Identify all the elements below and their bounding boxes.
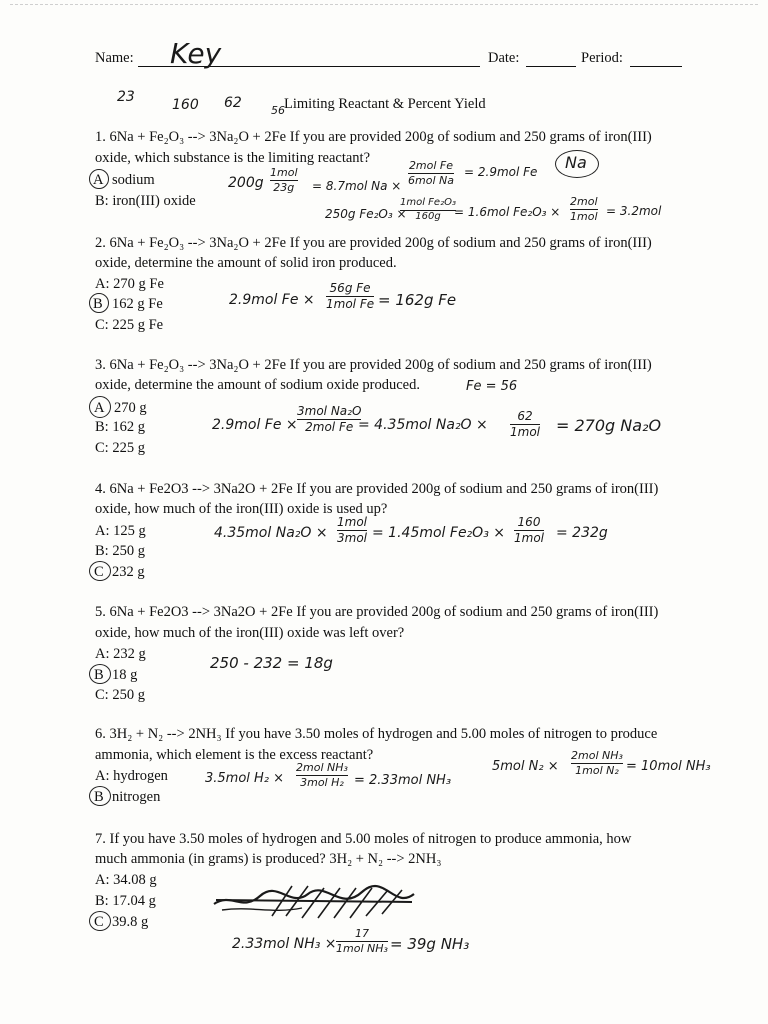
q3-frac-num: 3mol Na₂O — [297, 404, 362, 418]
q3-frac2-num: 62 — [517, 409, 533, 423]
q6-option-letter: B — [94, 789, 104, 805]
q1-frac4-den: 1mol — [570, 209, 598, 223]
q7-work-result: = 39g NH₃ — [390, 935, 470, 953]
q6-work-mol-h2: 3.5mol H₂ × — [205, 771, 285, 786]
q1-text-line2: oxide, which substance is the limiting reactant? — [95, 150, 371, 166]
q1-work-result: = 3.2mol — [606, 204, 662, 218]
q6-text-line1: 6. 3H₂ + N₂ --> 2NH₃ If you have 3.50 moles of hydrogen and 5.00 moles of nitrogen to produce — [95, 726, 658, 742]
q6-option-a: A: hydrogen — [95, 768, 168, 784]
q4-frac2-num: 160 — [517, 515, 541, 529]
scan-edge-line — [10, 4, 758, 5]
q1-option-letter: A — [93, 172, 104, 188]
q1-frac-num: 1mol — [270, 166, 298, 179]
q6-work-mol-n2: 5mol N₂ × — [492, 759, 559, 774]
q4-option-a: A: 125 g — [95, 523, 146, 539]
q1-work-mol-fe2o3: = 1.6mol Fe₂O₃ × — [454, 205, 561, 219]
q7-frac-den: 1mol NH₃ — [336, 941, 388, 955]
q4-work-result: = 232g — [556, 525, 608, 541]
q3-frac2-den: 1mol — [510, 424, 540, 439]
q2-text-line2: oxide, determine the amount of solid iron produced. — [95, 255, 397, 271]
period-underline — [630, 66, 682, 67]
q3-work-mol-fe: 2.9mol Fe × — [212, 417, 298, 433]
q7-option-a: A: 34.08 g — [95, 872, 157, 888]
margin-note-3: 62 — [224, 95, 242, 111]
q2-work-result: = 162g Fe — [378, 291, 457, 309]
q7-option-letter: C — [94, 914, 104, 930]
date-underline — [526, 66, 576, 67]
margin-note-4: 56 — [271, 104, 285, 117]
q4-frac-num: 1mol — [337, 515, 367, 529]
crossed-out-work — [212, 882, 417, 920]
q7-frac-num: 17 — [354, 927, 369, 940]
q2-frac-den: 1mol Fe — [326, 296, 375, 311]
q3-option-b: B: 162 g — [95, 419, 145, 435]
q3-work-note: Fe = 56 — [466, 379, 518, 394]
q3-frac-den: 2mol Fe — [305, 419, 354, 434]
q2-option-c: C: 225 g Fe — [95, 317, 164, 333]
q1-work-line2: 250g Fe₂O₃ × — [325, 207, 407, 221]
q2-option-a: A: 270 g Fe — [95, 276, 164, 292]
q1-work-mol-fe: = 2.9mol Fe — [464, 165, 538, 179]
margin-note-1: 23 — [117, 89, 135, 105]
q5-work-result: 250 - 232 = 18g — [210, 654, 333, 672]
q7-option-b: B: 17.04 g — [95, 893, 156, 909]
q3-work-mol-na2o: = 4.35mol Na₂O × — [358, 417, 488, 433]
q1-option-b: B: iron(III) oxide — [95, 193, 196, 209]
q4-frac-den: 3mol — [337, 530, 367, 545]
q7-text-line1: 7. If you have 3.50 moles of hydrogen and 5.00 moles of nitrogen to produce ammonia, how — [95, 831, 632, 847]
date-label: Date: — [488, 50, 520, 66]
q7-text-line2: much ammonia (in grams) is produced? 3H₂ + N₂ --> 2NH₃ — [95, 851, 442, 867]
q4-option-b: B: 250 g — [95, 543, 145, 559]
q1-frac2-den: 6mol Na — [408, 173, 454, 187]
q6-frac2-den: 1mol N₂ — [575, 763, 619, 777]
q1-work-answer: Na — [565, 153, 587, 172]
q1-frac3-num: 1mol Fe₂O₃ — [400, 197, 456, 208]
q5-option-b: 18 g — [112, 667, 138, 683]
q2-text-line1: 2. 6Na + Fe₂O₃ --> 3Na₂O + 2Fe If you are provided 200g of sodium and 250 grams of iron(III) — [95, 235, 652, 251]
q4-text-line2: oxide, how much of the iron(III) oxide is used up? — [95, 501, 388, 517]
q5-text-line1: 5. 6Na + Fe2O3 --> 3Na2O + 2Fe If you are provided 200g of sodium and 250 grams of iron(III) — [95, 604, 659, 620]
q4-frac2-den: 1mol — [514, 530, 544, 545]
name-label: Name: — [95, 50, 134, 66]
q2-work-mol-fe: 2.9mol Fe × — [229, 292, 315, 308]
q6-frac2-num: 2mol NH₃ — [571, 749, 623, 762]
q1-option-a: sodium — [112, 172, 155, 188]
name-value: Key — [170, 37, 222, 70]
q5-option-a: A: 232 g — [95, 646, 146, 662]
q3-text-line1: 3. 6Na + Fe₂O₃ --> 3Na₂O + 2Fe If you are provided 200g of sodium and 250 grams of iron(III) — [95, 357, 652, 373]
q6-work-result-n2: = 10mol NH₃ — [626, 759, 711, 774]
q5-option-letter: B — [94, 667, 104, 683]
q3-option-letter: A — [94, 400, 105, 416]
q1-frac4-num: 2mol — [570, 195, 598, 208]
q2-option-letter: B — [93, 296, 103, 312]
q1-frac2-num: 2mol Fe — [408, 159, 454, 172]
q2-frac-num: 56g Fe — [329, 281, 371, 295]
q5-text-line2: oxide, how much of the iron(III) oxide was left over? — [95, 625, 405, 641]
q1-text-line1: 1. 6Na + Fe₂O₃ --> 3Na₂O + 2Fe If you are provided 200g of sodium and 250 grams of iron(III) — [95, 129, 652, 145]
q4-text-line1: 4. 6Na + Fe2O3 --> 3Na2O + 2Fe If you are provided 200g of sodium and 250 grams of iron(III) — [95, 481, 659, 497]
q3-text-line2: oxide, determine the amount of sodium oxide produced. — [95, 377, 420, 393]
q4-work-mol-fe2o3: = 1.45mol Fe₂O₃ × — [372, 525, 505, 541]
q6-text-line2: ammonia, which element is the excess reactant? — [95, 747, 374, 763]
q1-work-mol-na: = 8.7mol Na × — [312, 179, 402, 193]
q7-option-c: 39.8 g — [112, 914, 149, 930]
q7-work-mol-nh3: 2.33mol NH₃ × — [232, 936, 337, 952]
q3-work-result: = 270g Na₂O — [556, 416, 662, 435]
q4-work-mol-na2o: 4.35mol Na₂O × — [214, 525, 328, 541]
worksheet-title: Limiting Reactant & Percent Yield — [284, 96, 486, 112]
q1-frac3-den: 160g — [415, 210, 441, 222]
q2-option-b: 162 g Fe — [112, 296, 163, 312]
q4-option-letter: C — [94, 564, 104, 580]
q1-frac-den: 23g — [273, 180, 295, 194]
q6-option-b: nitrogen — [112, 789, 161, 805]
q3-option-a: 270 g — [114, 400, 147, 416]
q1-work-mass: 200g — [228, 175, 264, 191]
q6-frac-den: 3mol H₂ — [300, 775, 344, 789]
margin-note-2: 160 — [172, 97, 199, 113]
q6-frac-num: 2mol NH₃ — [296, 761, 348, 774]
q4-option-c: 232 g — [112, 564, 145, 580]
period-label: Period: — [581, 50, 623, 66]
q3-option-c: C: 225 g — [95, 440, 145, 456]
q6-work-result-h2: = 2.33mol NH₃ — [354, 773, 452, 788]
q5-option-c: C: 250 g — [95, 687, 145, 703]
